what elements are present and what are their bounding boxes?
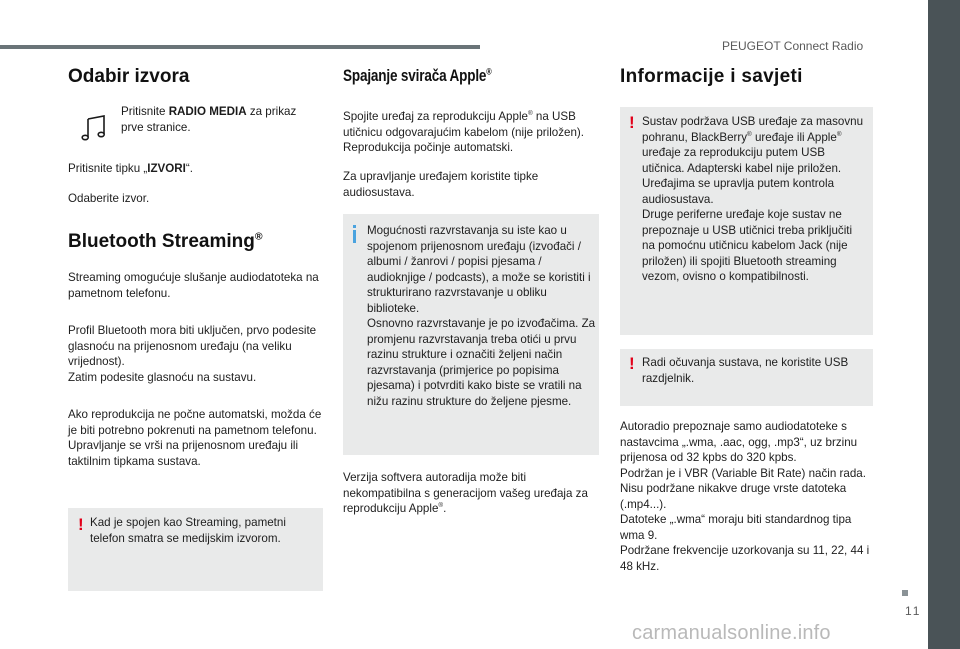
- warning-icon: !: [78, 515, 84, 534]
- izvori-instruction: Pritisnite tipku „IZVORI“.: [68, 162, 193, 175]
- warning-icon: !: [629, 113, 635, 132]
- header-title: PEUGEOT Connect Radio: [722, 39, 864, 53]
- radio-media-key: RADIO MEDIA: [168, 105, 247, 118]
- warning-note-text: Sustav podržava USB uređaje za masovnu pohranu, BlackBerry® uređaje ili Apple® uređaje za reprodukciju putem USB utičnica. Adapterski kabel nije priložen. Uređajima se upravlja putem kontrola audiosustava. Druge periferne uređaje koje sustav ne prepoznaje u USB utičnici treba priključiti na pomoćnu utičnicu kabelom Jack (nije priložen) ili spojiti Bluetooth streaming vezom, ovisno o kompatibilnosti.: [642, 115, 864, 283]
- header-rule: [0, 45, 480, 49]
- izvori-key: IZVORI: [147, 162, 186, 175]
- warning-note-usb-hub: [620, 349, 873, 406]
- heading-informacije-savjeti: Informacije i savjeti: [620, 66, 803, 87]
- audio-formats-paragraph: Autoradio prepoznaje samo audiodatoteke s nastavcima „.wma, .aac, ogg, .mp3“, uz brzinu prijenosa od 32 kpbs do 320 kpbs. Podržan je i VBR (Variable Bit Rate) način rada. Nisu podržane nikakve druge vrste datoteka (.mp4...). Datoteke „.wma“ moraju biti standardnog tipa wma 9. Podržane frekvencije uzorkovanja su 11, 22, 44 i 48 kHz.: [620, 420, 870, 573]
- bt-paragraph-1: Streaming omogućuje slušanje audiodatoteka na pametnom telefonu.: [68, 271, 319, 300]
- page-marker: [902, 590, 908, 596]
- info-icon: [353, 230, 356, 243]
- radio-media-instruction: Pritisnite RADIO MEDIA za prikaz prve stranice.: [121, 105, 297, 134]
- warning-note-usb-devices: [620, 107, 873, 335]
- music-note-icon: [80, 113, 110, 143]
- warning-icon: !: [629, 354, 635, 373]
- watermark: carmanualsonline.info: [632, 622, 831, 644]
- warning-note-text: Kad je spojen kao Streaming, pametni telefon smatra se medijskim izvorom.: [90, 516, 286, 545]
- page-edge-strip: [928, 0, 960, 649]
- apple-paragraph-3: Verzija softvera autoradija može biti nekompatibilna s generacijom vašeg uređaja za reprodukciju Apple®.: [343, 471, 588, 515]
- heading-bluetooth-streaming: Bluetooth Streaming®: [68, 231, 263, 252]
- info-note-text: Mogućnosti razvrstavanja su iste kao u spojenom prijenosnom uređaju (izvođači / albumi / žanrovi / popisi pjesama / audioknjige / podcasts), a može se koristiti i strukturirano razvrstavanje u obliku biblioteke. Osnovno razvrstavanje je po izvođačima. Za promjenu razvrstavanja treba otići u prvu razinu strukture i označiti željeni način razvrstavanja (primjerice po popisima pjesama) i potvrditi kako biste se vratili na nižu razinu strukture do željene pjesme.: [367, 224, 596, 408]
- heading-apple-player: Spajanje svirača Apple®: [343, 66, 492, 85]
- bt-paragraph-3: Ako reprodukcija ne počne automatski, možda će je biti potrebno pokrenuti na pametnom telefonu. Upravljanje se vrši na prijenosnom uređaju ili taktilnim tipkama sustava.: [68, 408, 322, 468]
- page-number: 11: [905, 604, 922, 618]
- heading-odabir-izvora: Odabir izvora: [68, 66, 190, 87]
- select-source-text: Odaberite izvor.: [68, 192, 150, 205]
- warning-note-text: Radi očuvanja sustava, ne koristite USB razdjelnik.: [642, 356, 849, 385]
- apple-paragraph-1: Spojite uređaj za reprodukciju Apple® na USB utičnicu odgovarajućim kabelom (nije priložen). Reprodukcija počinje automatski.: [343, 110, 585, 154]
- apple-paragraph-2: Za upravljanje uređajem koristite tipke audiosustava.: [343, 170, 539, 199]
- info-note-sorting: [343, 214, 599, 455]
- bt-paragraph-2: Profil Bluetooth mora biti uključen, prvo podesite glasnoću na prijenosnom uređaju (na veliku vrijednost). Zatim podesite glasnoću na sustavu.: [68, 324, 317, 384]
- warning-note-streaming: [68, 508, 323, 591]
